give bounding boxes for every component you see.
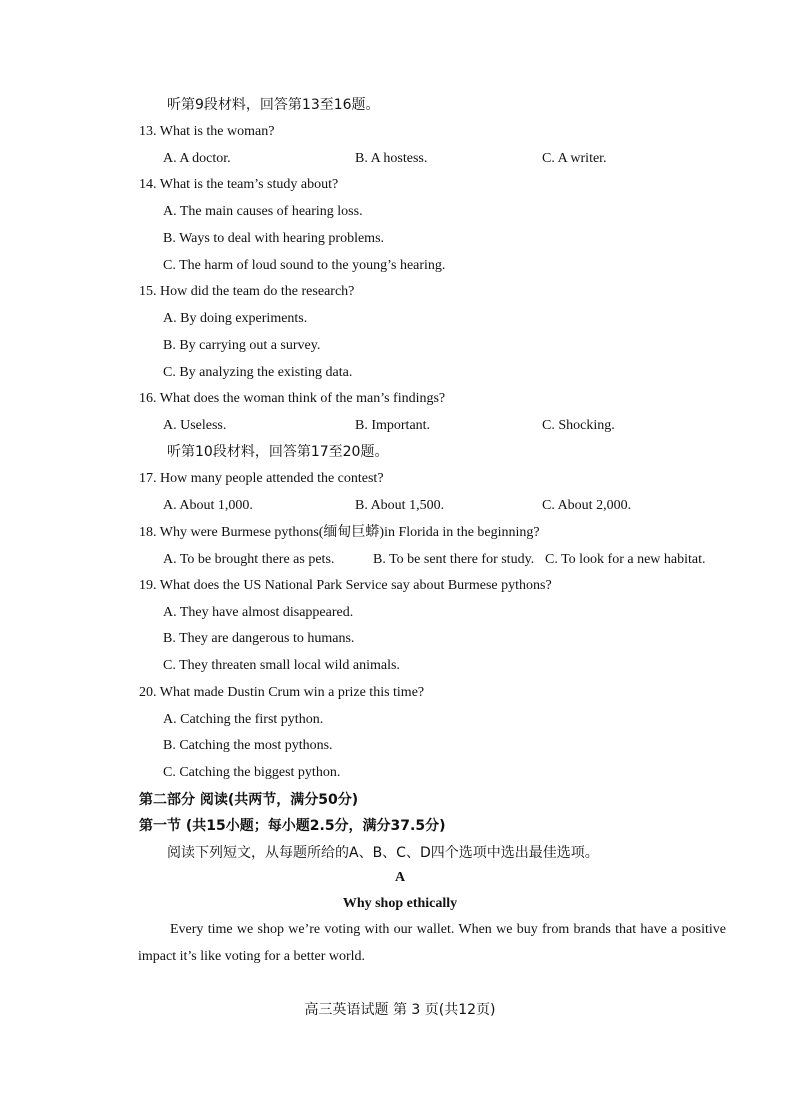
q15-option-b: B. By carrying out a survey. — [163, 338, 321, 353]
q14-option-a: A. The main causes of hearing loss. — [163, 204, 363, 219]
q13-option-b: B. A hostess. — [355, 151, 428, 166]
question-16: 16. What does the woman think of the man’s findings? — [139, 391, 446, 406]
q18-option-b: B. To be sent there for study. — [373, 552, 535, 567]
instruction: 阅读下列短文，从每题所给的A、B、C、D四个选项中选出最佳选项。 — [167, 845, 599, 861]
section10-intro: 听第10段材料，回答第17至20题。 — [167, 444, 389, 460]
q17-option-c: C. About 2,000. — [542, 498, 632, 513]
q15-option-a: A. By doing experiments. — [163, 311, 308, 326]
q15-option-c: C. By analyzing the existing data. — [163, 365, 353, 380]
question-13: 13. What is the woman? — [139, 124, 275, 139]
q18-option-c: C. To look for a new habitat. — [545, 552, 706, 567]
question-18: 18. Why were Burmese pythons(缅甸巨蟒)in Florida in the beginning? — [139, 525, 540, 540]
q16-option-c: C. Shocking. — [542, 418, 615, 433]
q14-option-b: B. Ways to deal with hearing problems. — [163, 231, 385, 246]
q20-option-a: A. Catching the first python. — [163, 712, 324, 727]
q18-option-a: A. To be brought there as pets. — [163, 552, 335, 567]
q13-option-c: C. A writer. — [542, 151, 607, 166]
q20-option-b: B. Catching the most pythons. — [163, 738, 333, 753]
q17-option-b: B. About 1,500. — [355, 498, 445, 513]
question-20: 20. What made Dustin Crum win a prize this time? — [139, 685, 425, 700]
question-19: 19. What does the US National Park Service say about Burmese pythons? — [139, 578, 552, 593]
part2-title: 第二部分 阅读(共两节，满分50分) — [139, 792, 359, 808]
passage-letter: A — [394, 870, 406, 885]
q16-option-b: B. Important. — [355, 418, 431, 433]
q19-option-b: B. They are dangerous to humans. — [163, 631, 355, 646]
q19-option-c: C. They threaten small local wild animals. — [163, 658, 400, 673]
q13-option-a: A. A doctor. — [163, 151, 231, 166]
passage-paragraph: Every time we shop we’re voting with our wallet. When we buy from brands that have a positive impact it’s like voting for a better world. — [138, 922, 726, 964]
q16-option-a: A. Useless. — [163, 418, 227, 433]
q19-option-a: A. They have almost disappeared. — [163, 605, 354, 620]
q14-option-c: C. The harm of loud sound to the young’s hearing. — [163, 258, 446, 273]
q20-option-c: C. Catching the biggest python. — [163, 765, 341, 780]
question-14: 14. What is the team’s study about? — [139, 177, 339, 192]
question-15: 15. How did the team do the research? — [139, 284, 355, 299]
passage-title: Why shop ethically — [342, 896, 458, 911]
question-17: 17. How many people attended the contest? — [139, 471, 384, 486]
section1-title: 第一节 (共15小题；每小题2.5分，满分37.5分) — [139, 818, 446, 834]
section9-intro: 听第9段材料，回答第13至16题。 — [167, 97, 380, 113]
q17-option-a: A. About 1,000. — [163, 498, 253, 513]
page-footer: 高三英语试题 第 3 页(共12页) — [304, 1002, 496, 1018]
